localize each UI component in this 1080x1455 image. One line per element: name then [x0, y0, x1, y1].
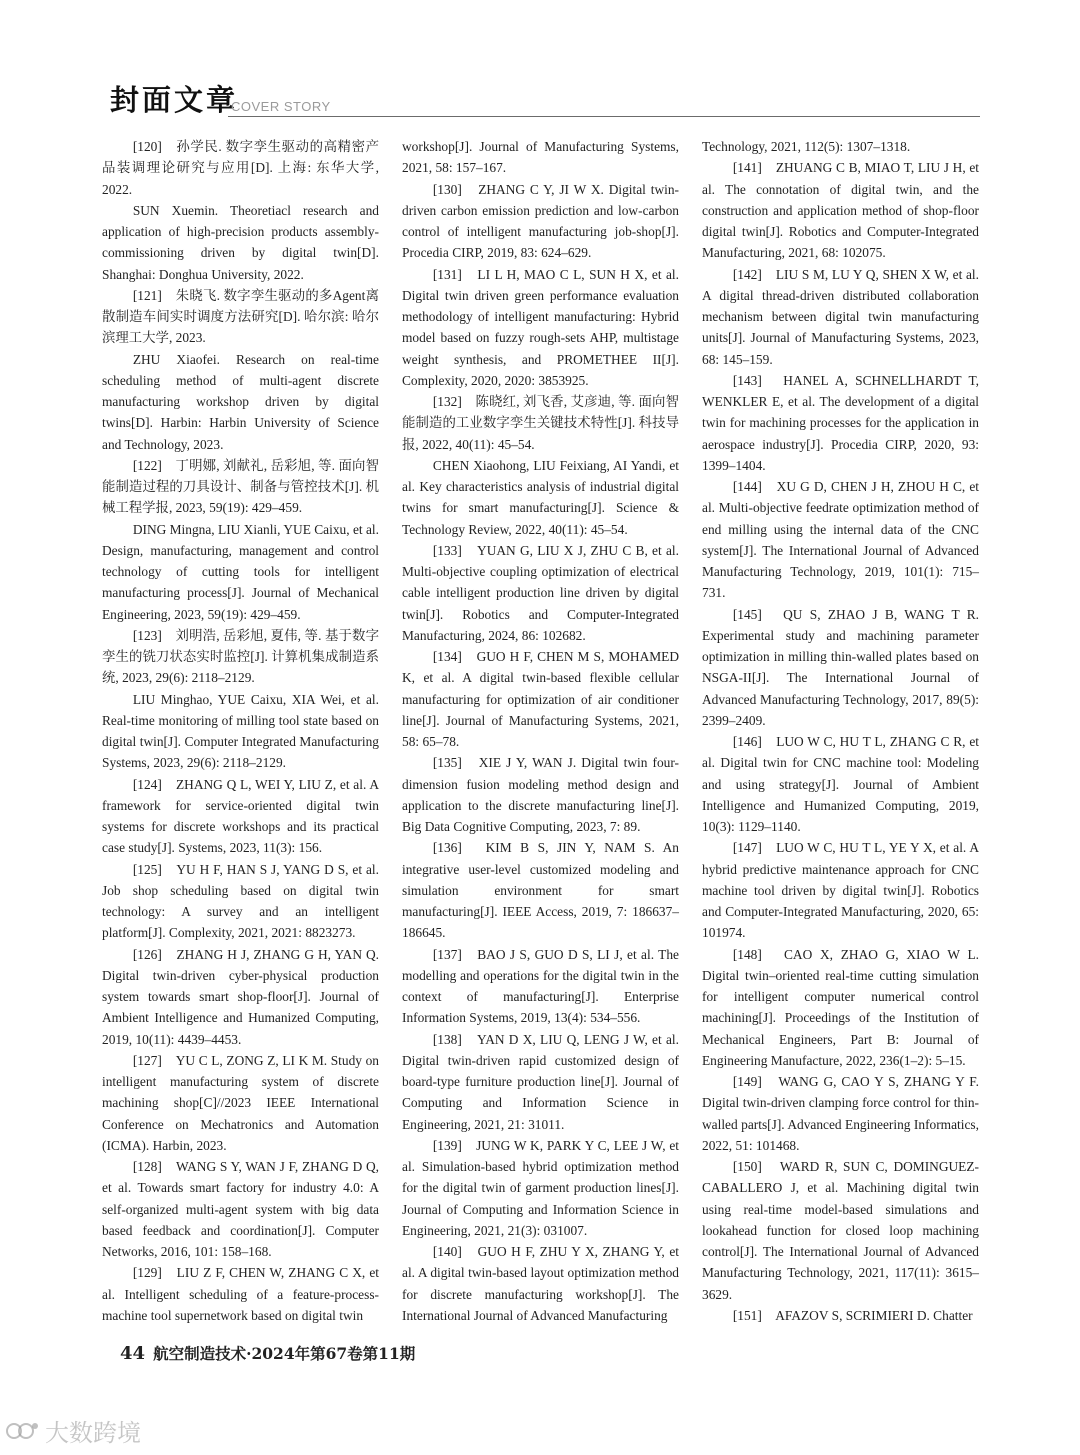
watermark-text: 大数跨境 — [45, 1419, 141, 1447]
reference-entry: [140] GUO H F, ZHU Y X, ZHANG Y, et al. A digital twin-based layout optimization method for discrete manufacturing workshop[J]. The International Journal of Advanced Manufacturing — [402, 1244, 679, 1323]
reference-entry: [126] ZHANG H J, ZHANG G H, YAN Q. Digital twin-driven cyber-physical production system towards smart shop-floor[J]. Journal of Ambient Intelligence and Humanized Computing, 2019, 10(11): 4439–4453. — [102, 946, 379, 1047]
reference-entry: [130] ZHANG C Y, JI W X. Digital twin-driven carbon emission prediction and low-carbon control of intelligent manufacturing job-shop[J]. Procedia CIRP, 2019, 83: 624–629. — [402, 181, 679, 261]
reference-entry: [129] LIU Z F, CHEN W, ZHANG C X, et al. Intelligent scheduling of a feature-process-machine tool supernetwork based on digital twin — [102, 1265, 379, 1323]
reference-continuation: Technology, 2021, 112(5): 1307–1318. — [702, 139, 911, 154]
page-number: 44 — [120, 1343, 146, 1364]
reference-entry: [149] WANG G, CAO Y S, ZHANG Y F. Digital twin-driven clamping force control for thin-walled parts[J]. Advanced Engineering Informatics, 2022, 51: 101468. — [702, 1074, 979, 1153]
reference-entry: ZHU Xiaofei. Research on real-time scheduling method of multi-agent discrete manufacturing workshop driven by digital twins[D]. Harbin: Harbin University of Science and Technology, 2023. — [102, 351, 379, 452]
reference-entry: [138] YAN D X, LIU Q, LENG J W, et al. Digital twin-driven rapid customized design of board-type furniture production line[J]. Journal of Computing and Information Science in Engineering, 2021, 21: 31011. — [402, 1031, 679, 1132]
reference-entry: [125] YU H F, HAN S J, YANG D S, et al. Job shop scheduling based on digital twin technology: A survey and an intelligent platform[J]. Complexity, 2021, 2021: 8823273. — [102, 861, 379, 941]
reference-entry: [136] KIM B S, JIN Y, NAM S. An integrative user-level customized modeling and simulation environment for smart manufacturing[J]. IEEE Access, 2019, 7: 186637–186645. — [402, 840, 679, 941]
reference-continuation: workshop[J]. Journal of Manufacturing Systems, 2021, 58: 157–167. — [402, 139, 679, 176]
reference-entry: [128] WANG S Y, WAN J F, ZHANG D Q, et al. Towards smart factory for industry 4.0: A self-organized multi-agent system with big data based feedback and coordination[J]. Computer Networks, 2016, 101: 158–168. — [102, 1159, 379, 1259]
reference-entry: [143] HANEL A, SCHNELLHARDT T, WENKLER E, et al. The development of a digital twin for machining processes for the application in aerospace industry[J]. Procedia CIRP, 2020, 93: 1399–1404. — [702, 372, 979, 473]
reference-entry: CHEN Xiaohong, LIU Feixiang, AI Yandi, et al. Key characteristics analysis of industrial digital twins for smart manufacturing[J]. Science & Technology Review, 2022, 40(11): 45–54. — [402, 457, 679, 537]
reference-entry: [142] LIU S M, LU Y Q, SHEN X W, et al. A digital thread-driven distributed collaboration mechanism between digital twin manufacturing units[J]. Journal of Manufacturing Systems, 2023, 68: 145–159. — [702, 266, 979, 367]
section-subtitle: COVER STORY — [231, 99, 331, 114]
reference-entry: [123] 刘明浩, 岳彩旭, 夏伟, 等. 基于数字孪生的铣刀状态实时监控[J]. 计算机集成制造系统, 2023, 29(6): 2118–2129. — [102, 627, 379, 686]
reference-entry: [148] CAO X, ZHAO G, XIAO W L. Digital twin–oriented real-time cutting simulation for intelligent computer numerical control machining[J]. Proceedings of the Institution of Mechanical Engineers, Part B: Journal of Engineering Manufacture, 2022, 236(1–2): 5–15. — [702, 946, 979, 1068]
watermark-logo-icon — [5, 1419, 41, 1443]
watermark — [5, 1413, 141, 1448]
reference-column-1 — [102, 136, 379, 1326]
reference-entry: [127] YU C L, ZONG Z, LI K M. Study on intelligent manufacturing system of discrete machining shop[C]//2023 IEEE International Conference on Mechatronics and Automation (ICMA). Harbin, 2023. — [102, 1052, 379, 1153]
reference-column-2 — [402, 136, 679, 1326]
reference-entry: [145] QU S, ZHAO J B, WANG T R. Experimental study and machining parameter optimization in milling thin-walled plates based on NSGA-II[J]. The International Journal of Advanced Manufacturing Technology, 2017, 89(5): 2399–2409. — [702, 606, 979, 728]
reference-entry: [141] ZHUANG C B, MIAO T, LIU J H, et al. The connotation of digital twin, and the construction and application method of shop-floor digital twin[J]. Robotics and Computer-Integrated Manufacturing, 2021, 68: 102075. — [702, 160, 979, 261]
reference-column-3 — [702, 136, 979, 1326]
reference-entry: [147] LUO W C, HU T L, YE Y X, et al. A hybrid predictive maintenance approach for CNC machine tool driven by digital twin[J]. Robotics and Computer-Integrated Manufacturing, 2020, 65: 101974. — [702, 840, 979, 941]
journal-name: 航空制造技术·2024年第67卷第11期 — [153, 1344, 416, 1363]
section-title: 封面文章 — [110, 83, 239, 117]
reference-entry: [139] JUNG W K, PARK Y C, LEE J W, et al. Simulation-based hybrid optimization method for the digital twin of garment production lines[J]. Journal of Computing and Information Science in Engineering, 2021, 21(3): 031007. — [402, 1137, 679, 1238]
reference-entry: [122] 丁明娜, 刘献礼, 岳彩旭, 等. 面向智能制造过程的刀具设计、制备与管控技术[J]. 机械工程学报, 2023, 59(19): 429–459. — [102, 457, 379, 516]
reference-entry: [121] 朱晓飞. 数字孪生驱动的多Agent离散制造车间实时调度方法研究[D]. 哈尔滨: 哈尔滨理工大学, 2023. — [102, 287, 379, 346]
reference-entry: [131] LI L H, MAO C L, SUN H X, et al. Digital twin driven green performance evaluation methodology of intelligent manufacturing: Hybrid model based on fuzzy rough-sets AHP, multistage weight synthesis, and PROMETHEE II[J]. Complexity, 2020, 2020: 3853925. — [402, 266, 679, 388]
reference-entry: [146] LUO W C, HU T L, ZHANG C R, et al. Digital twin for CNC machine tool: Modeling and using strategy[J]. Journal of Ambient Intelligence and Humanized Computing, 2019, 10(3): 1129–1140. — [702, 734, 979, 834]
reference-entry: [135] XIE J Y, WAN J. Digital twin four-dimension fusion modeling method design and application to the discrete manufacturing line[J]. Big Data Cognitive Computing, 2023, 7: 89. — [402, 755, 679, 834]
reference-entry: [150] WARD R, SUN C, DOMINGUEZ-CABALLERO J, et al. Machining digital twin using real-time model-based simulations and lookahead function for closed loop machining control[J]. The International Journal of Advanced Manufacturing Technology, 2021, 117(11): 3615–3629. — [702, 1159, 979, 1302]
header-rule — [228, 116, 980, 117]
reference-entry: [134] GUO H F, CHEN M S, MOHAMED K, et al. A digital twin-based flexible cellular manufacturing for optimization of air conditioner line[J]. Journal of Manufacturing Systems, 2021, 58: 65–78. — [402, 649, 679, 749]
reference-entry: SUN Xuemin. Theoretiacl research and application of high-precision products assembly-commissioning driven by digital twin[D]. Shanghai: Donghua University, 2022. — [102, 202, 379, 282]
page-footer — [120, 1342, 415, 1364]
reference-entry: [137] BAO J S, GUO D S, LI J, et al. The modelling and operations for the digital twin in the context of manufacturing[J]. Enterprise Information Systems, 2019, 13(4): 534–556. — [402, 946, 679, 1026]
reference-entry: LIU Minghao, YUE Caixu, XIA Wei, et al. Real-time monitoring of milling tool state based on digital twin[J]. Computer Integrated Manufacturing Systems, 2023, 29(6): 2118–2129. — [102, 691, 379, 771]
reference-entry: [120] 孙学民. 数字孪生驱动的高精密产品装调理论研究与应用[D]. 上海: 东华大学, 2022. — [102, 139, 379, 197]
reference-entry: [133] YUAN G, LIU X J, ZHU C B, et al. Multi-objective coupling optimization of electrical cable intelligent production line driven by digital twin[J]. Robotics and Computer-Integrated Manufacturing, 2024, 86: 102682. — [402, 542, 679, 643]
reference-entry: DING Mingna, LIU Xianli, YUE Caixu, et al. Design, manufacturing, management and control technology of cutting tools for intelligent manufacturing process[J]. Journal of Mechanical Engineering, 2023, 59(19): 429–459. — [102, 521, 379, 622]
reference-entry: [124] ZHANG Q L, WEI Y, LIU Z, et al. A framework for service-oriented digital twin systems for discrete workshops and its practical case study[J]. Systems, 2023, 11(3): 156. — [102, 776, 379, 856]
reference-entry: [144] XU G D, CHEN J H, ZHOU H C, et al. Multi-objective feedrate optimization method of end milling using the internal data of the CNC system[J]. The International Journal of Advanced Manufacturing Technology, 2019, 101(1): 715–731. — [702, 479, 979, 601]
reference-entry: [132] 陈晓红, 刘飞香, 艾彦迪, 等. 面向智能制造的工业数字孪生关键技术特性[J]. 科技导报, 2022, 40(11): 45–54. — [402, 394, 679, 452]
reference-entry: [151] AFAZOV S, SCRIMIERI D. Chatter — [732, 1307, 973, 1323]
